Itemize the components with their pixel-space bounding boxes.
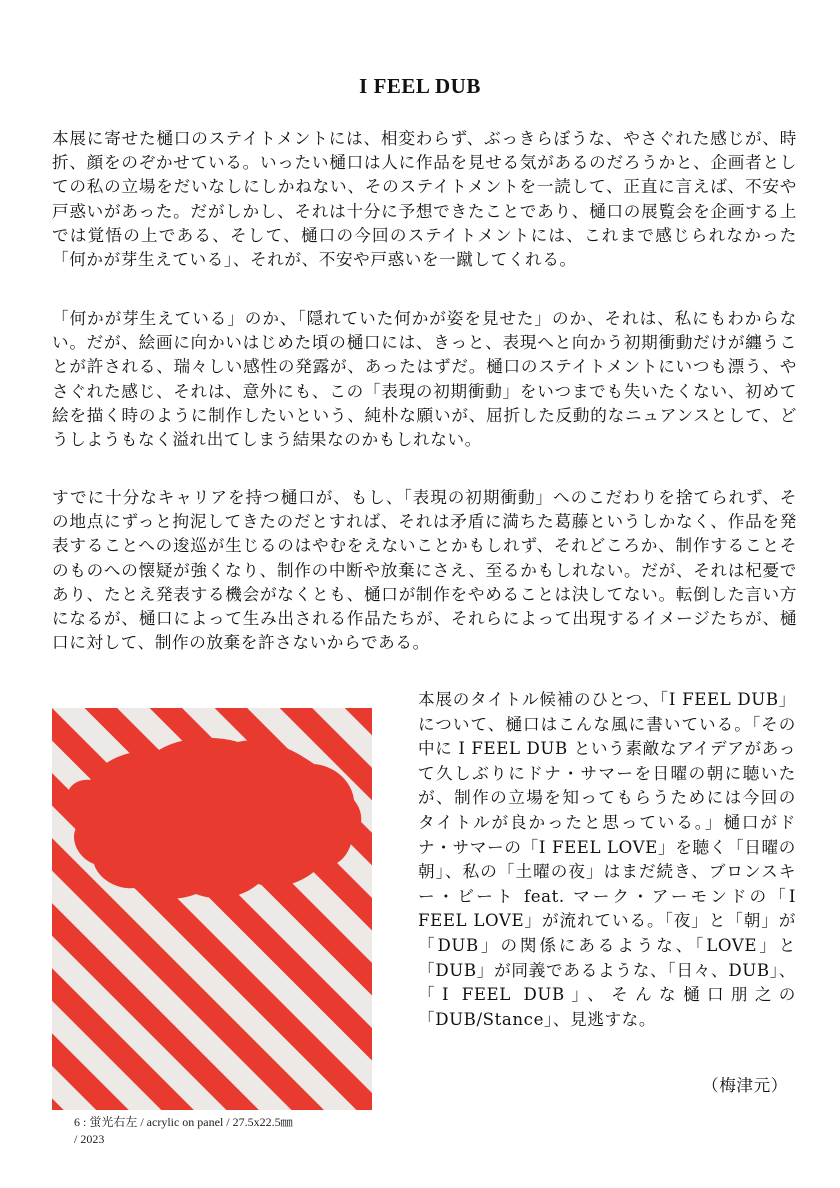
caption-line-2: / 2023 xyxy=(74,1132,105,1146)
page-title: I FEEL DUB xyxy=(359,74,481,98)
body-paragraph-1: 本展に寄せた樋口のステイトメントには、相変わらず、ぶっきらぼうな、やさぐれた感じが、時折、顔をのぞかせている。いったい樋口は人に作品を見せる気があるのだろうかと、企画者としての私の立場をだいなしにしかねない、そのステイトメントを一読して、正直に言えば、不安や戸惑いがあった。だがしかし、それは十分に予想できたことであり、樋口の展覧会を企画する上では覚悟の上である、そして、樋口の今回のステイトメントには、これまで感じられなかった「何かが芽生えている」、それが、不安や戸惑いを一蹴してくれる。 xyxy=(52,129,797,270)
artwork-caption xyxy=(74,1114,374,1148)
side-paragraph: 本展のタイトル候補のひとつ、「I FEEL DUB」について、樋口はこんな風に書いている。「その中に I FEEL DUB という素敵なアイデアがあって久しぶりにドナ・サマーを日曜の朝に聴いたが、制作の立場を知ってもらうためには今回のタイトルが良かったと思っている。」樋口がドナ・サマーの「I FEEL LOVE」を聴く「日曜の朝」、私の「土曜の夜」はまだ続き、ブロンスキー・ビート feat. マーク・アーモンドの「I FEEL LOVE」が流れている。「夜」と「朝」が「DUB」の関係にあるような、「LOVE」と「DUB」が同義であるような、「日々、DUB」、「I FEEL DUB」、そんな樋口朋之の「DUB/Stance」、見逃すな。 xyxy=(418,690,796,1029)
caption-line-1: 6 : 蛍光右左 / acrylic on panel / 27.5x22.5㎜ xyxy=(74,1115,293,1129)
body-paragraph-3: すでに十分なキャリアを持つ樋口が、もし、「表現の初期衝動」へのこだわりを捨てられず、その地点にずっと拘泥してきたのだとすれば、それは矛盾に満ちた葛藤というしかなく、作品を発表することへの逡巡が生じるのはやむをえないことかもしれず、それどころか、制作することそのものへの懐疑が強くなり、制作の中断や放棄にさえ、至るかもしれない。だが、それは杞憂であり、たとえ発表する機会がなくとも、樋口が制作をやめることは決してない。転倒した言い方になるが、樋口によって生み出される作品たちが、それらによって出現するイメージたちが、樋口に対して、制作の放棄を許さないからである。 xyxy=(52,488,798,653)
body-paragraph-2: 「何かが芽生えている」のか、「隠れていた何かが姿を見せた」のか、それは、私にもわからない。だが、絵画に向かいはじめた頃の樋口には、きっと、表現へと向かう初期衝動だけが纏うことが許される、瑞々しい感性の発露が、あったはずだ。樋口のステイトメントにいつも漂う、やさぐれた感じ、それは、意外にも、この「表現の初期衝動」をいつまでも失いたくない、初めて絵を描く時のように制作したいという、純朴な願いが、屈折した反動的なニュアンスとして、どうしようもなく溢れ出てしまう結果なのかもしれない。 xyxy=(52,309,798,450)
author-signature: （梅津元） xyxy=(702,1076,788,1095)
artwork-image xyxy=(52,708,372,1110)
